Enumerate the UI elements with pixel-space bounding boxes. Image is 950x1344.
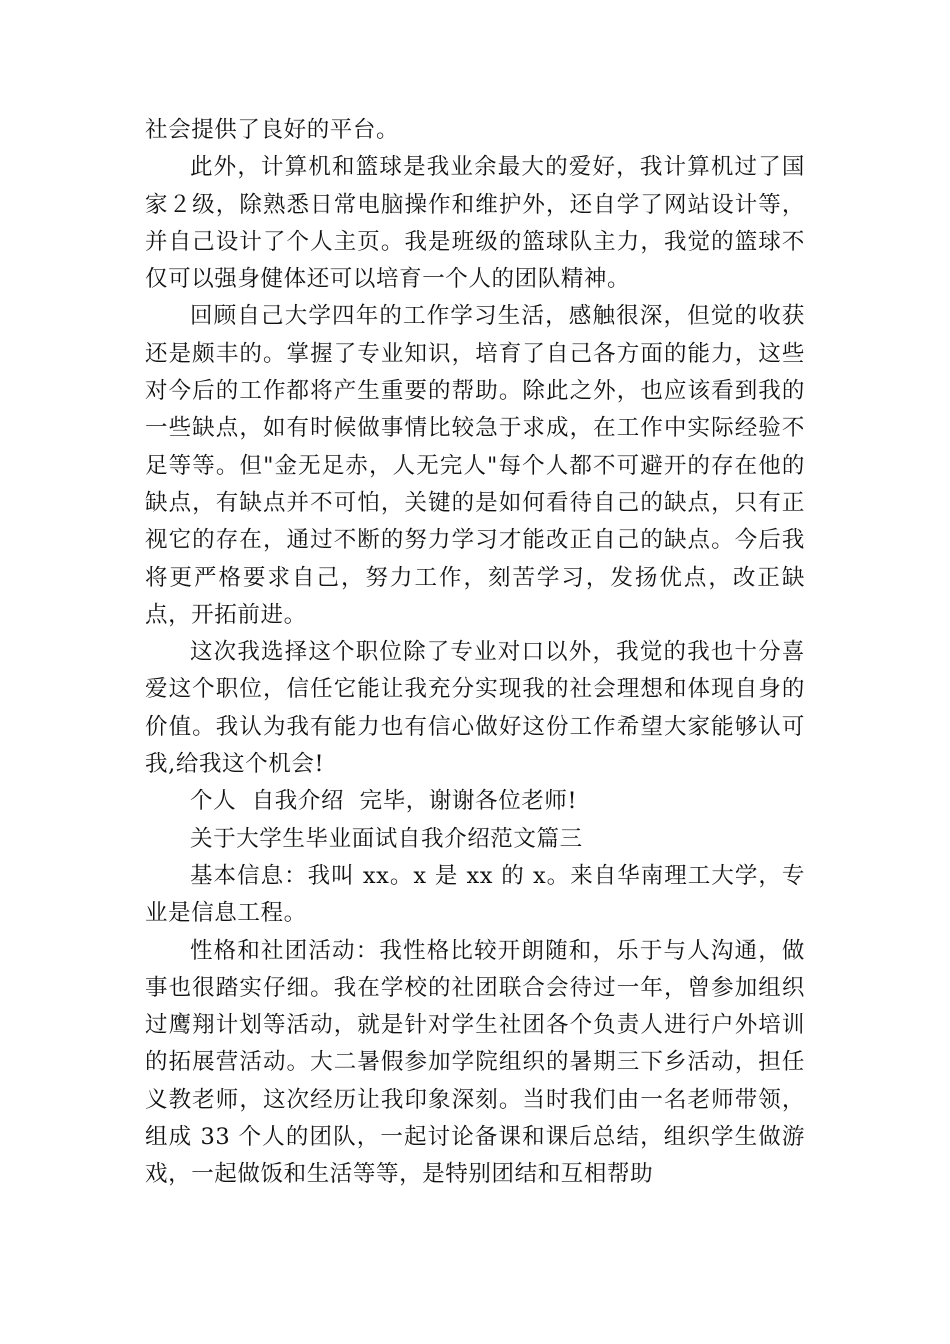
document-page (145, 112, 805, 1194)
paragraph: 性格和社团活动：我性格比较开朗随和，乐于与人沟通，做事也很踏实仔细。我在学校的社团联合会待过一年，曾参加组织过鹰翔计划等活动，就是针对学生社团各个负责人进行户外培训的拓展营活动。大二暑假参加学院组织的暑期三下乡活动，担任义教老师，这次经历让我印象深刻。当时我们由一名老师带领，组成 33 个人的团队，一起讨论备课和课后总结，组织学生做游戏，一起做饭和生活等等，是特别团结和互相帮助 (145, 937, 805, 1188)
paragraph: 基本信息：我叫 xx。x 是 xx 的 x。来自华南理工大学，专业是信息工程。 (145, 862, 805, 927)
paragraph: 社会提供了良好的平台。 (145, 117, 400, 143)
paragraph: 个人 自我介绍 完毕，谢谢各位老师! (190, 788, 578, 815)
paragraph: 此外，计算机和篮球是我业余最大的爱好，我计算机过了国家２级，除熟悉日常电脑操作和维护外，还自学了网站设计等，并自己设计了个人主页。我是班级的篮球队主力，我觉的篮球不仅可以强身健体还可以培育一个人的团队精神。 (145, 154, 805, 293)
section-heading: 关于大学生毕业面试自我介绍范文篇三 (190, 825, 583, 852)
paragraph: 回顾自己大学四年的工作学习生活，感触很深，但觉的收获还是颇丰的。掌握了专业知识，培育了自己各方面的能力，这些对今后的工作都将产生重要的帮助。除此之外，也应该看到我的一些缺点，如有时候做事情比较急于求成，在工作中实际经验不足等等。但"金无足赤，人无完人"每个人都不可避开的存在他的缺点，有缺点并不可怕，关键的是如何看待自己的缺点，只有正视它的存在，通过不断的努力学习才能改正自己的缺点。今后我将更严格要求自己，努力工作，刻苦学习，发扬优点，改正缺点，开拓前进。 (145, 303, 805, 628)
paragraph: 这次我选择这个职位除了专业对口以外，我觉的我也十分喜爱这个职位，信任它能让我充分实现我的社会理想和体现自身的价值。我认为我有能力也有信心做好这份工作希望大家能够认可我,给我这个机会! (145, 639, 805, 778)
